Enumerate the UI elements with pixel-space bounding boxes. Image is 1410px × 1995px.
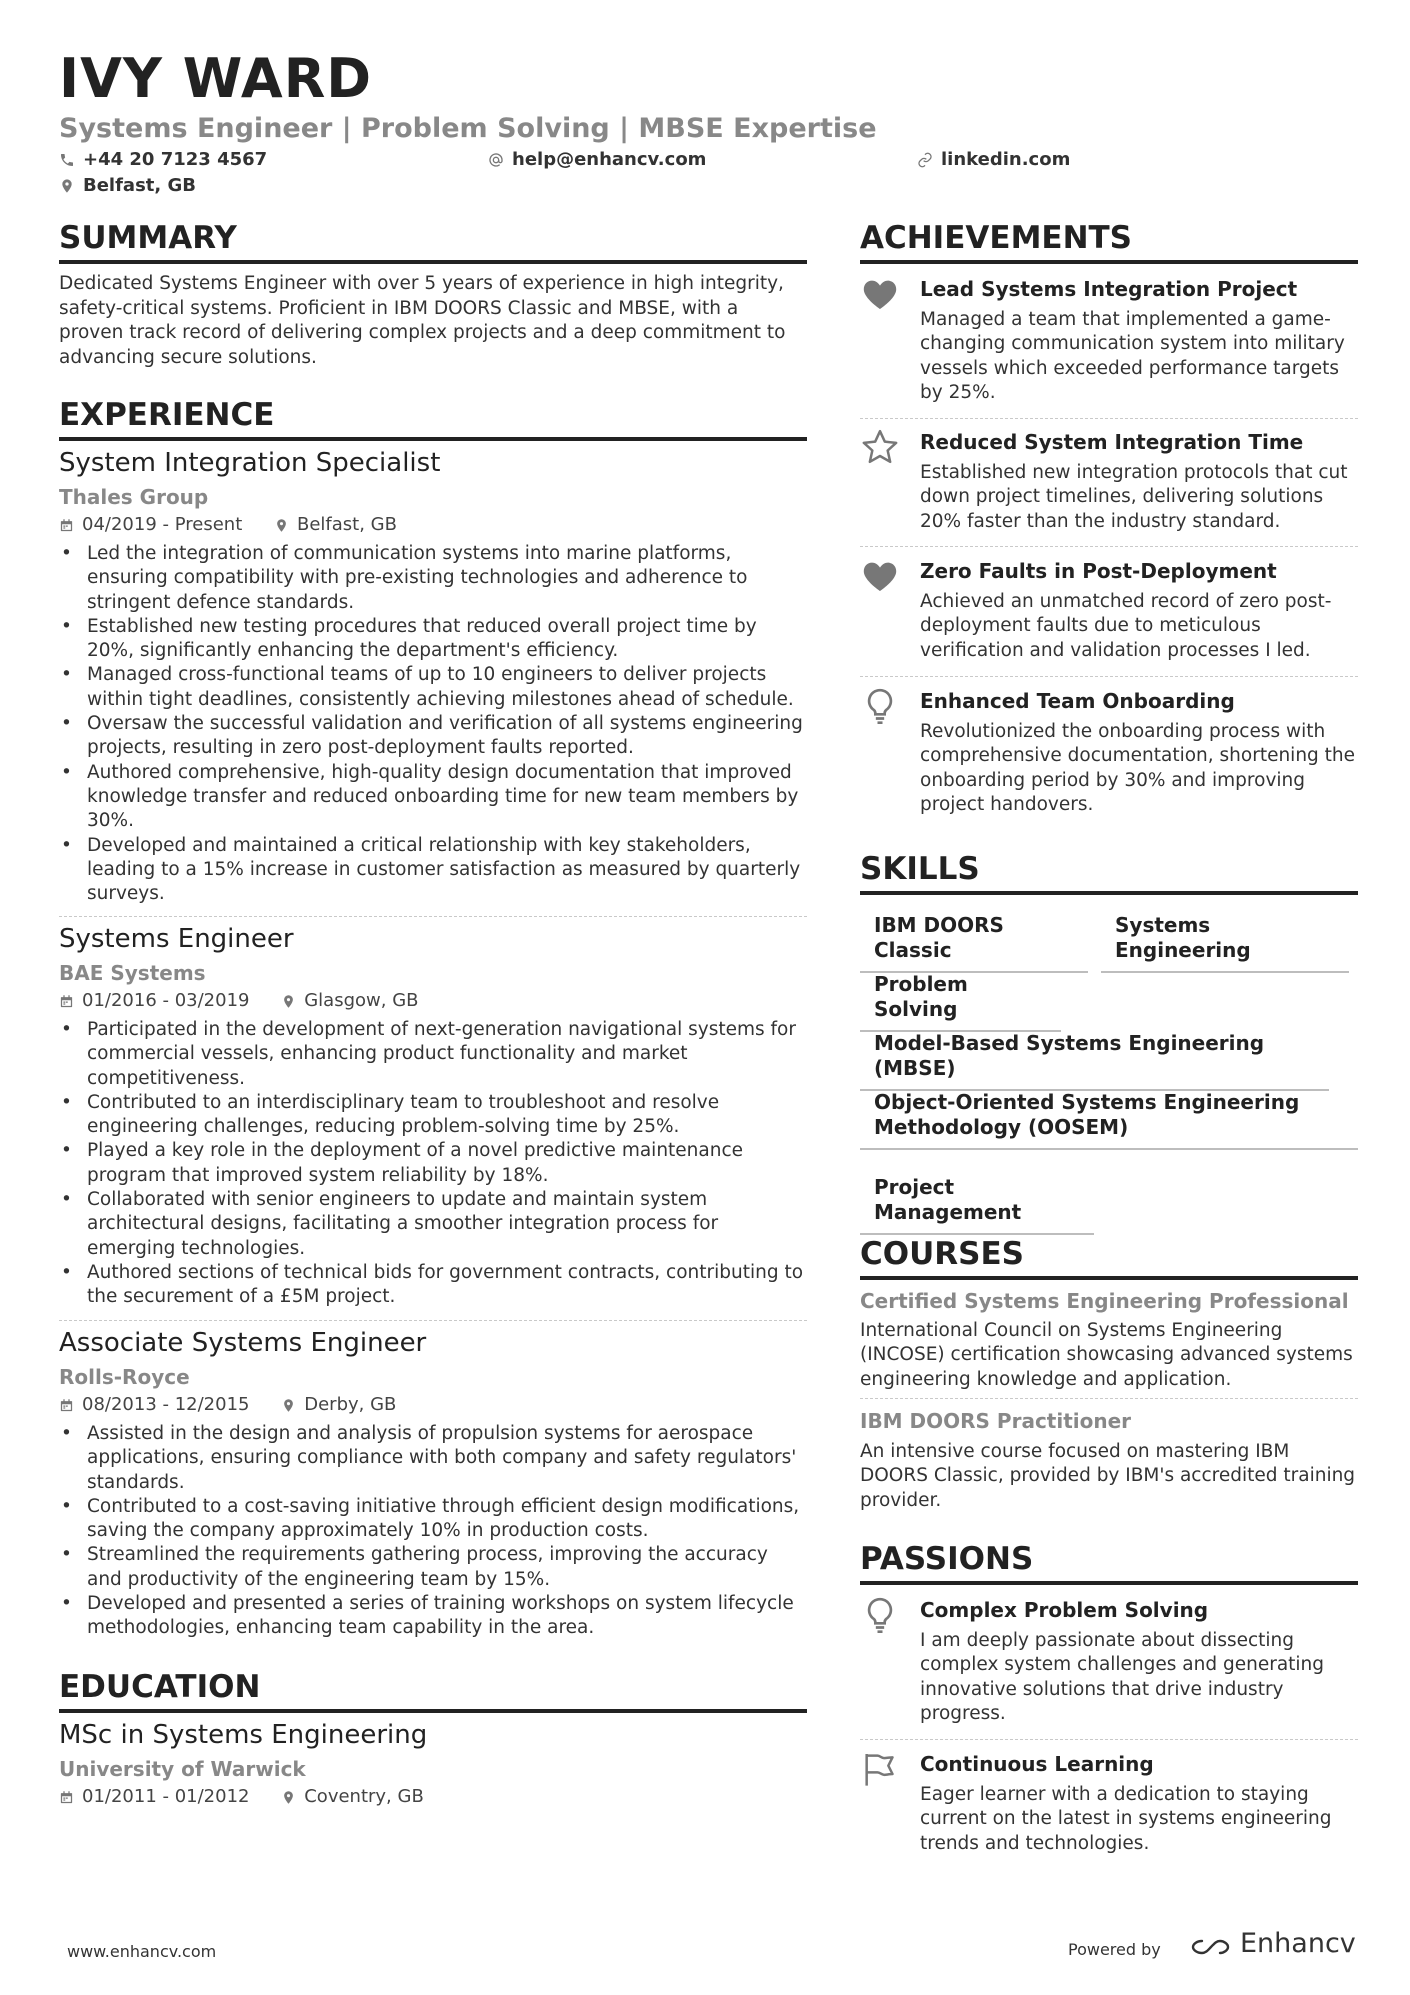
achievement-desc: Established new integration protocols that cut down project timelines, delivering solutions 20% faster than the industry standard. xyxy=(920,462,1348,532)
location-pin-icon xyxy=(281,994,296,1009)
education-entry xyxy=(59,1718,807,1810)
divider xyxy=(860,1739,1358,1740)
education-meta xyxy=(59,1784,807,1810)
job-meta xyxy=(59,988,807,1014)
at-icon xyxy=(488,152,504,168)
school-name: University of Warwick xyxy=(59,1757,306,1781)
passion-desc: I am deeply passionate about dissecting complex system challenges and generating innovative solutions that drive industry progress. xyxy=(920,1630,1325,1724)
job-title: System Integration Specialist xyxy=(59,448,441,478)
course-title: IBM DOORS Practitioner xyxy=(860,1409,1132,1433)
job-bullet: • Played a key role in the deployment of a novel predictive maintenance program that improved system reliability by 18%. xyxy=(59,1139,807,1188)
job-location: Glasgow, GB xyxy=(304,990,419,1011)
job-bullets xyxy=(59,542,807,906)
skill-tag: IBM DOORS Classic xyxy=(860,913,1088,973)
education-dates: 01/2011 - 01/2012 xyxy=(82,1786,250,1807)
email-text: help@enhancv.com xyxy=(512,149,707,170)
summary-heading: SUMMARY xyxy=(59,218,807,264)
divider xyxy=(860,546,1358,547)
job-bullet: • Participated in the development of next-generation navigational systems for commercial vessels, enhancing product functionality and market competitiveness. xyxy=(59,1018,807,1091)
star-icon xyxy=(860,427,900,467)
job-bullet: • Collaborated with senior engineers to update and maintain system architectural designs, facilitating a smoother integration process for emerging technologies. xyxy=(59,1188,807,1261)
divider xyxy=(860,1398,1358,1399)
divider xyxy=(860,418,1358,419)
calendar-icon xyxy=(59,518,74,533)
passion-item xyxy=(860,1749,1358,1856)
job-bullet: • Developed and maintained a critical relationship with key stakeholders, leading to a 15% increase in customer satisfaction as measured by quarterly surveys. xyxy=(59,834,807,907)
linkedin-text: linkedin.com xyxy=(941,149,1071,170)
job-bullet: • Assisted in the design and analysis of propulsion systems for aerospace applications, ensuring compliance with both company and safety regulators' standards. xyxy=(59,1422,807,1495)
candidate-name: IVY WARD xyxy=(59,47,373,110)
heart-icon xyxy=(860,556,900,596)
skill-tag: Problem Solving xyxy=(860,972,1061,1032)
calendar-icon xyxy=(59,994,74,1009)
contact-email[interactable] xyxy=(488,148,706,172)
job-bullet: • Led the integration of communication systems into marine platforms, ensuring compatibility with pre-existing technologies and adherence to stringent defence standards. xyxy=(59,542,807,615)
location-pin-icon xyxy=(281,1398,296,1413)
footer-powered-by: Powered by xyxy=(1068,1940,1161,1959)
achievement-desc: Managed a team that implemented a game-changing communication system into military vessels which exceeded performance targets by 25%. xyxy=(920,309,1345,403)
location-pin-icon xyxy=(59,178,75,194)
enhancv-logo-icon xyxy=(1188,1935,1234,1959)
contact-location xyxy=(59,174,196,198)
passion-item xyxy=(860,1595,1358,1726)
course-title: Certified Systems Engineering Professional xyxy=(860,1289,1349,1313)
achievement-title: Zero Faults in Post-Deployment xyxy=(920,559,1277,583)
achievement-desc: Achieved an unmatched record of zero post-deployment faults due to meticulous verification and validation processes I led. xyxy=(920,591,1332,661)
divider xyxy=(860,676,1358,677)
company-name: Thales Group xyxy=(59,485,209,509)
link-icon xyxy=(917,152,933,168)
passion-title: Continuous Learning xyxy=(920,1752,1154,1776)
skill-tag: Model-Based Systems Engineering (MBSE) xyxy=(860,1031,1329,1091)
contact-linkedin[interactable] xyxy=(917,148,1070,172)
job-entry xyxy=(59,446,807,906)
job-bullet: • Established new testing procedures that reduced overall project time by 20%, significantly enhancing the department's efficiency. xyxy=(59,615,807,664)
summary-text: Dedicated Systems Engineer with over 5 years of experience in high integrity, safety-critical systems. Proficient in IBM DOORS Classic and MBSE, with a proven track record of delivering complex projects and a deep commitment to advancing secure solutions. xyxy=(59,273,786,368)
achievement-desc: Revolutionized the onboarding process with comprehensive documentation, shortening the onboarding period by 30% and improving project handovers. xyxy=(920,721,1356,815)
skill-tag: Systems Engineering xyxy=(1101,913,1349,973)
job-location: Derby, GB xyxy=(304,1394,397,1415)
achievement-item xyxy=(860,686,1358,817)
job-bullet: • Streamlined the requirements gathering process, improving the accuracy and productivity of the engineering team by 15%. xyxy=(59,1543,807,1592)
courses-heading: COURSES xyxy=(860,1234,1358,1280)
flag-icon xyxy=(860,1749,900,1789)
job-bullet: • Contributed to a cost-saving initiative through efficient design modifications, saving the company approximately 10% in production costs. xyxy=(59,1495,807,1544)
job-bullets xyxy=(59,1018,807,1310)
job-dates: 04/2019 - Present xyxy=(82,514,243,535)
achievement-title: Reduced System Integration Time xyxy=(920,430,1304,454)
achievement-item xyxy=(860,427,1358,534)
course-desc: International Council on Systems Engineering (INCOSE) certification showcasing advanced systems engineering knowledge and application. xyxy=(860,1320,1353,1390)
experience-heading: EXPERIENCE xyxy=(59,395,807,441)
job-location: Belfast, GB xyxy=(297,514,397,535)
job-bullet: • Managed cross-functional teams of up to 10 engineers to deliver projects within tight deadlines, consistently achieving milestones ahead of schedule. xyxy=(59,663,807,712)
calendar-icon xyxy=(59,1790,74,1805)
job-entry xyxy=(59,922,807,1310)
achievements-heading: ACHIEVEMENTS xyxy=(860,218,1358,264)
heart-icon xyxy=(860,274,900,314)
lightbulb-icon xyxy=(860,1595,900,1635)
location-pin-icon xyxy=(281,1790,296,1805)
footer-website[interactable]: www.enhancv.com xyxy=(67,1942,217,1961)
passion-title: Complex Problem Solving xyxy=(920,1598,1209,1622)
education-location: Coventry, GB xyxy=(304,1786,424,1807)
achievement-title: Enhanced Team Onboarding xyxy=(920,689,1235,713)
job-bullet: • Contributed to an interdisciplinary team to troubleshoot and resolve engineering challenges, reducing problem-solving time by 25%. xyxy=(59,1091,807,1140)
passions-heading: PASSIONS xyxy=(860,1539,1358,1585)
job-meta xyxy=(59,1392,807,1418)
job-bullet: • Authored comprehensive, high-quality design documentation that improved knowledge transfer and reduced onboarding time for new team members by 30%. xyxy=(59,761,807,834)
job-title: Systems Engineer xyxy=(59,924,294,954)
job-meta xyxy=(59,512,807,538)
phone-icon xyxy=(59,152,75,168)
education-heading: EDUCATION xyxy=(59,1667,807,1713)
job-bullet: • Developed and presented a series of training workshops on system lifecycle methodologies, enhancing team capability in the area. xyxy=(59,1592,807,1641)
company-name: Rolls-Royce xyxy=(59,1365,190,1389)
job-bullet: • Authored sections of technical bids for government contracts, contributing to the securement of a £5M project. xyxy=(59,1261,807,1310)
skill-tag: Object-Oriented Systems Engineering Methodology (OOSEM) xyxy=(860,1090,1358,1150)
job-entry xyxy=(59,1326,807,1641)
passion-desc: Eager learner with a dedication to staying current on the latest in systems engineering trends and technologies. xyxy=(920,1784,1332,1854)
job-title: Associate Systems Engineer xyxy=(59,1328,427,1358)
course-desc: An intensive course focused on mastering IBM DOORS Classic, provided by IBM's accredited training provider. xyxy=(860,1441,1356,1511)
job-dates: 08/2013 - 12/2015 xyxy=(82,1394,250,1415)
job-dates: 01/2016 - 03/2019 xyxy=(82,990,250,1011)
achievement-item xyxy=(860,274,1358,405)
location-text: Belfast, GB xyxy=(83,175,196,196)
footer-brand[interactable]: Enhancv xyxy=(1240,1928,1356,1959)
degree-title: MSc in Systems Engineering xyxy=(59,1720,428,1750)
achievement-title: Lead Systems Integration Project xyxy=(920,277,1298,301)
skill-tag: Project Management xyxy=(860,1175,1094,1235)
location-pin-icon xyxy=(274,518,289,533)
phone-text: +44 20 7123 4567 xyxy=(83,149,268,170)
achievement-item xyxy=(860,556,1358,663)
contact-phone[interactable] xyxy=(59,148,267,172)
job-bullet: • Oversaw the successful validation and verification of all systems engineering projects, resulting in zero post-deployment faults reported. xyxy=(59,712,807,761)
lightbulb-icon xyxy=(860,686,900,726)
divider xyxy=(59,1320,807,1321)
calendar-icon xyxy=(59,1398,74,1413)
job-bullets xyxy=(59,1422,807,1641)
divider xyxy=(59,916,807,917)
company-name: BAE Systems xyxy=(59,961,206,985)
candidate-subtitle: Systems Engineer | Problem Solving | MBSE Expertise xyxy=(59,113,877,144)
skills-heading: SKILLS xyxy=(860,849,1358,895)
